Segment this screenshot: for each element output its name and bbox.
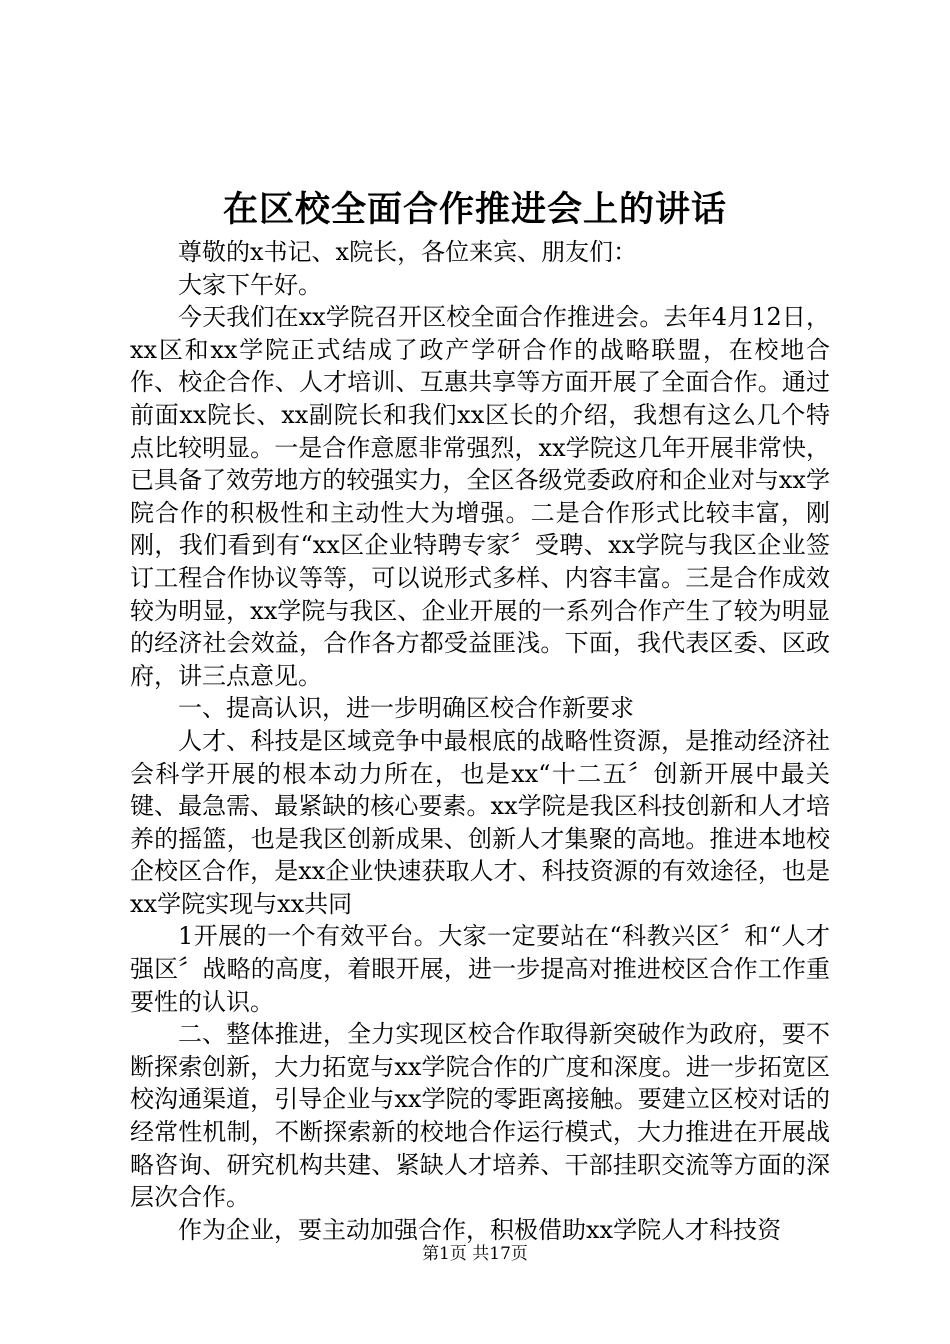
greeting-paragraph: 大家下午好。 [178,270,322,299]
document-title: 在区校全面合作推进会上的讲话 [222,189,727,230]
section-heading-1: 一、提高认识，进一步明确区校合作新要求 [178,694,634,723]
salutation-paragraph: 尊敬的x书记、x院长，各位来宾、朋友们： [178,238,638,266]
section-2-paragraph: 二、整体推进，全力实现区校合作取得新突破作为政府，要不断探索创新，大力拓宽与xx学院合作的广度和深度。进一步拓宽区校沟通渠道，引导企业与xx学院的零距离接触。要建立区校对话的经常性机制，不断探索新的校地合作运行模式，大力推进在开展战略咨询、研究机构共建、紧缺人才培养、干部挂职交流等方面的深层次合作。 [130,1020,830,1212]
enterprise-paragraph: 作为企业，要主动加强合作，积极借助xx学院人才科技资 [178,1215,782,1244]
intro-paragraph: 今天我们在xx学院召开区校全面合作推进会。去年4月12日，xx区和xx学院正式结成了政产学研合作的战略联盟，在校地合作、校企合作、人才培训、互惠共享等方面开展了全面合作。通过前面xx院长、xx副院长和我们xx区长的介绍，我想有这么几个特点比较明显。一是合作意愿非常强烈，xx学院这几年开展非常快，已具备了效劳地方的较强实力，全区各级党委政府和企业对与xx学院合作的积极性和主动性大为增强。二是合作形式比较丰富，刚刚，我们看到有“xx区企业特聘专家〞受聘、xx学院与我区企业签订工程合作协议等等，可以说形式多样、内容丰富。三是合作成效较为明显，xx学院与我区、企业开展的一系列合作产生了较为明显的经济社会效益，合作各方都受益匪浅。下面，我代表区委、区政府，讲三点意见。 [130,303,830,690]
document-body [130,236,830,1246]
section-1-paragraph: 人才、科技是区域竞争中最根底的战略性资源，是推动经济社会科学开展的根本动力所在，也是xx“十二五〞创新开展中最关键、最急需、最紧缺的核心要素。xx学院是我区科技创新和人才培养的摇篮，也是我区创新成果、创新人才集聚的高地。推进本地校企校区合作，是xx企业快速获取人才、科技资源的有效途径，也是xx学院实现与xx共同 [130,726,830,918]
section-1-continuation: 1开展的一个有效平台。大家一定要站在“科教兴区〞和“人才强区〞战略的高度，着眼开展，进一步提高对推进校区合作工作重要性的认识。 [130,922,830,1016]
page-footer: 第1页 共17页 [422,1244,528,1264]
